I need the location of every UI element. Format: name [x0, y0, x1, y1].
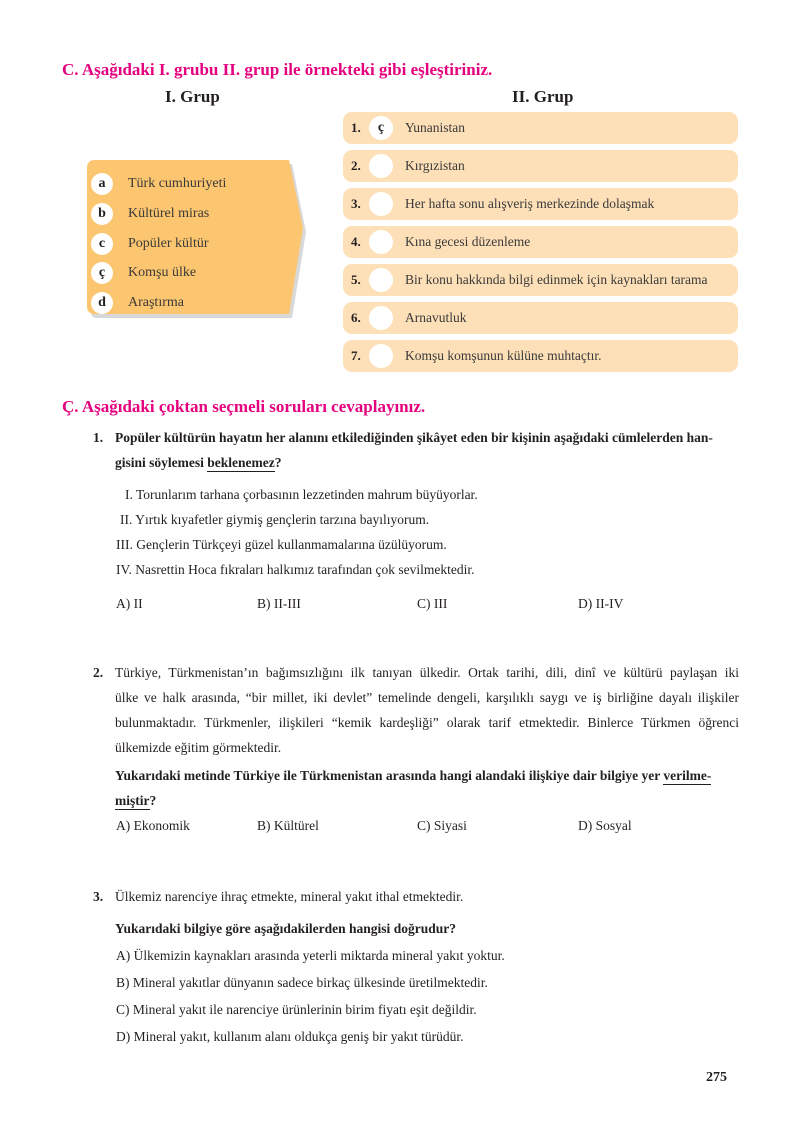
question-1-stem-cont [115, 455, 282, 471]
stem-text: gisini söylemesi [115, 455, 208, 470]
group1-box [87, 160, 309, 322]
group2-text: Bir konu hakkında bilgi edinmek için kaynakları tarama [405, 272, 708, 287]
group2-number: 5. [351, 272, 361, 287]
option-b[interactable]: B) Kültürel [257, 818, 319, 833]
stem-text: Yukarıdaki metinde Türkiye ile Türkmenistan arasında hangi alandaki ilişkiye dair bilgiye yer [115, 768, 664, 783]
answer-slot[interactable]: ç [369, 116, 393, 140]
stem-text: ? [149, 793, 157, 808]
option-b[interactable]: B) II-III [257, 596, 301, 611]
underlined-word: miştir [115, 793, 150, 808]
option-a[interactable]: A) II [116, 596, 143, 611]
group1-title: I. Grup [165, 87, 220, 106]
option-b[interactable]: B) Mineral yakıtlar dünyanın sadece birkaç ülkesinde üretilmektedir. [116, 975, 488, 990]
statement: I. Torunlarım tarhana çorbasının lezzetinden mahrum büyüyorlar. [125, 487, 478, 502]
group1-text: Komşu ülke [128, 265, 197, 280]
question-1-stem: Popüler kültürün hayatın her alanını etkilediğinden şikâyet eden bir kişinin aşağıdaki cümlelerden han- [115, 430, 713, 445]
group2-item [343, 264, 738, 296]
option-d[interactable]: D) II-IV [578, 596, 624, 611]
answer-slot[interactable] [369, 344, 393, 368]
option-a[interactable]: A) Ekonomik [116, 818, 190, 833]
group1-letter: d [91, 292, 113, 314]
group2-number: 2. [351, 158, 361, 173]
group1-letter: b [91, 203, 113, 225]
option-d[interactable]: D) Mineral yakıt, kullanım alanı oldukça geniş bir yakıt türüdür. [116, 1029, 464, 1044]
answer-slot[interactable] [369, 230, 393, 254]
answer-slot[interactable] [369, 154, 393, 178]
statement: IV. Nasrettin Hoca fıkraları halkımız tarafından çok sevilmektedir. [116, 562, 475, 577]
answer-slot[interactable] [369, 192, 393, 216]
group1-letter: c [91, 233, 113, 255]
option-c[interactable]: C) Siyasi [417, 818, 467, 833]
group2-number: 1. [351, 120, 361, 135]
group1-item [91, 261, 196, 285]
group1-item [91, 291, 184, 315]
question-2-stem-cont [115, 793, 156, 809]
group1-item [91, 232, 209, 256]
option-c[interactable]: C) Mineral yakıt ile narenciye ürünlerinin birim fiyatı eşit değildir. [116, 1002, 477, 1017]
option-a[interactable]: A) Ülkemizin kaynakları arasında yeterli miktarda mineral yakıt yoktur. [116, 948, 505, 963]
option-d[interactable]: D) Sosyal [578, 818, 632, 833]
question-3-statement: Ülkemiz narenciye ihraç etmekte, mineral yakıt ithal etmektedir. [115, 889, 464, 904]
group2-text: Kırgızistan [405, 158, 465, 173]
group1-item [91, 172, 226, 196]
question-3-number: 3. [93, 889, 104, 904]
underlined-word: beklenemez [207, 455, 275, 470]
statement: III. Gençlerin Türkçeyi güzel kullanmamalarına üzülüyorum. [116, 537, 447, 552]
question-2-number: 2. [93, 665, 104, 680]
group2-item [343, 188, 738, 220]
group2-number: 3. [351, 196, 361, 211]
group2-item [343, 112, 738, 144]
stem-text: ? [274, 455, 282, 470]
group2-number: 6. [351, 310, 361, 325]
question-2-paragraph-last: ülkemizde eğitim görmektedir. [115, 740, 282, 755]
question-3-stem: Yukarıdaki bilgiye göre aşağıdakilerden hangisi doğrudur? [115, 921, 456, 936]
question-2-paragraph-line: bulunmaktadır. Türkmenler, ilişkileri “kemik kardeşliği” olarak tarif etmektedir. Binlerce Türkmen öğrenci [115, 715, 739, 730]
group1-text: Türk cumhuriyeti [128, 176, 227, 191]
page-number: 275 [706, 1070, 727, 1085]
group2-text: Her hafta sonu alışveriş merkezinde dolaşmak [405, 196, 655, 211]
answer-slot[interactable] [369, 306, 393, 330]
question-2-stem [115, 768, 711, 784]
group2-text: Komşu komşunun külüne muhtaçtır. [405, 348, 602, 363]
group2-item [343, 340, 738, 372]
group2-text: Yunanistan [405, 120, 465, 135]
group1-text: Kültürel miras [128, 206, 210, 221]
group2-title: II. Grup [512, 87, 574, 106]
group1-letter: ç [91, 262, 113, 284]
section-cc-heading: Ç. Aşağıdaki çoktan seçmeli soruları cevaplayınız. [62, 397, 426, 416]
group2-number: 7. [351, 348, 361, 363]
statement: II. Yırtık kıyafetler giymiş gençlerin tarzına bayılıyorum. [120, 512, 430, 527]
group2-number: 4. [351, 234, 361, 249]
section-c-heading: C. Aşağıdaki I. grubu II. grup ile örnekteki gibi eşleştiriniz. [62, 60, 493, 79]
group1-item [91, 202, 209, 226]
answer-slot[interactable] [369, 268, 393, 292]
question-1-number: 1. [93, 430, 104, 445]
question-2-paragraph-line: ülke ve halk arasında, “bir millet, iki devlet” temelinde dengeli, karşılıklı saygı ve iş birliğine dayalı ilişkiler [115, 690, 739, 705]
underlined-word: verilme- [663, 768, 712, 783]
group2-item [343, 150, 738, 182]
group1-text: Popüler kültür [128, 236, 209, 251]
group2-text: Kına gecesi düzenleme [405, 234, 531, 249]
group2-item [343, 226, 738, 258]
group1-letter: a [91, 173, 113, 195]
question-2-paragraph-line: Türkiye, Türkmenistan’ın bağımsızlığını ilk tanıyan ülkedir. Ortak tarihi, dili, dinî ve kültürü paylaşan iki [115, 665, 739, 680]
option-c[interactable]: C) III [417, 596, 448, 611]
group1-text: Araştırma [128, 295, 184, 310]
group2-item [343, 302, 738, 334]
group2-text: Arnavutluk [405, 310, 467, 325]
